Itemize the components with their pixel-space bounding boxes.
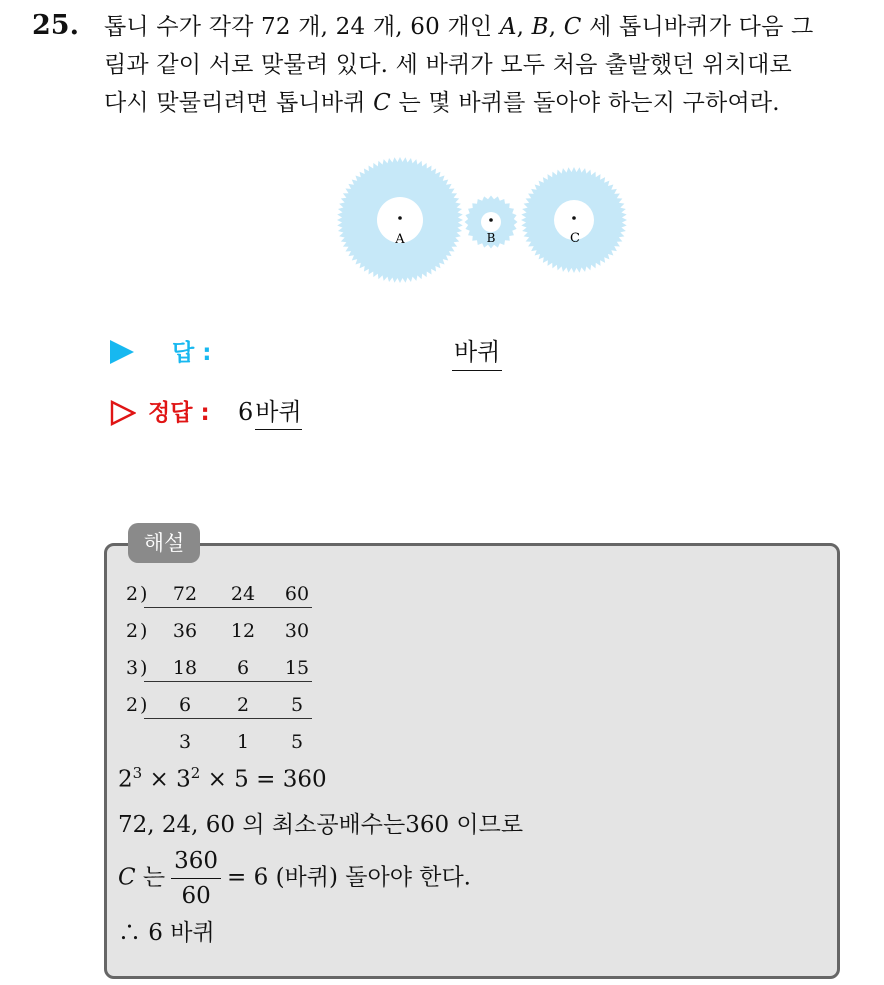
division-cell: 36 bbox=[172, 620, 198, 642]
therefore-line: ∴ 6 바퀴 bbox=[118, 920, 215, 946]
fraction-line bbox=[118, 846, 471, 911]
eq-exp-1: 3 bbox=[132, 764, 143, 782]
correct-answer-value bbox=[238, 392, 302, 427]
gears-figure bbox=[330, 150, 630, 290]
sep-2: , bbox=[548, 14, 564, 40]
gear-a bbox=[337, 157, 463, 283]
division-paren: ) bbox=[140, 620, 148, 642]
division-cell: 5 bbox=[290, 731, 304, 753]
division-cell: 18 bbox=[172, 657, 198, 679]
lcm-line: 72, 24, 60 의 최소공배수는360 이므로 bbox=[118, 812, 524, 838]
eq-base-2: 3 bbox=[176, 766, 191, 793]
question-text bbox=[104, 8, 864, 122]
correct-answer-row bbox=[110, 392, 710, 432]
eq-rest: × 5 = 360 bbox=[200, 766, 327, 793]
gear-c-label: C bbox=[570, 231, 580, 246]
var-b: B bbox=[531, 14, 549, 40]
solution-tab: 해설 bbox=[128, 523, 200, 563]
answer-row bbox=[110, 332, 710, 372]
fraction-pre: 는 bbox=[135, 864, 166, 891]
fraction-var: C bbox=[118, 864, 136, 891]
gear-a-center-dot bbox=[398, 216, 402, 220]
fraction-post: = 6 (바퀴) 돌아야 한다. bbox=[227, 864, 471, 891]
play-triangle-icon bbox=[110, 340, 134, 364]
question-line-1-post: 세 톱니바퀴가 다음 그 bbox=[581, 14, 814, 40]
answer-label: 답 : bbox=[172, 340, 212, 366]
gear-a-label: A bbox=[395, 232, 405, 247]
eq-times-1: × bbox=[142, 766, 177, 793]
division-cell: 3 bbox=[178, 731, 192, 753]
division-cell: 2 bbox=[236, 694, 250, 716]
division-cell: 72 bbox=[172, 583, 198, 605]
division-cell: 1 bbox=[236, 731, 250, 753]
divisor: 2 bbox=[126, 620, 139, 642]
answer-input[interactable]: 바퀴 bbox=[452, 332, 502, 371]
question-number: 25. bbox=[32, 10, 79, 41]
gear-b-hub bbox=[481, 212, 501, 232]
question-line-3-pre: 다시 맞물리려면 톱니바퀴 bbox=[104, 90, 374, 116]
factorization-line bbox=[118, 764, 327, 793]
division-cell: 60 bbox=[284, 583, 310, 605]
division-cell: 24 bbox=[230, 583, 256, 605]
question-line-3-post: 는 몇 바퀴를 돌아야 하는지 구하여라. bbox=[390, 90, 780, 116]
var-c: C bbox=[563, 14, 582, 40]
divisor: 3 bbox=[126, 657, 139, 679]
gear-b-label: B bbox=[486, 231, 496, 245]
question-line-2: 림과 같이 서로 맞물려 있다. 세 바퀴가 모두 처음 출발했던 위치대로 bbox=[104, 52, 792, 78]
fraction bbox=[171, 846, 221, 911]
division-cell: 5 bbox=[290, 694, 304, 716]
divisor: 2 bbox=[126, 583, 139, 605]
division-cell: 6 bbox=[178, 694, 192, 716]
divisor: 2 bbox=[126, 694, 139, 716]
question-line-3-var: C bbox=[373, 90, 391, 116]
division-cell: 12 bbox=[230, 620, 256, 642]
fraction-numerator: 360 bbox=[171, 846, 221, 879]
division-paren: ) bbox=[140, 657, 148, 679]
question-line-1 bbox=[104, 8, 864, 46]
question-line-1-pre: 톱니 수가 각각 72 개, 24 개, 60 개인 bbox=[104, 14, 500, 40]
gear-c bbox=[521, 167, 627, 273]
gear-b-center-dot bbox=[489, 218, 493, 222]
correct-answer-unit: 바퀴 bbox=[255, 398, 301, 430]
division-cell: 30 bbox=[284, 620, 310, 642]
correct-answer-label: 정답 : bbox=[148, 400, 210, 426]
division-cell: 6 bbox=[236, 657, 250, 679]
eq-exp-2: 2 bbox=[190, 764, 201, 782]
fraction-denominator: 60 bbox=[181, 883, 211, 909]
correct-answer-number: 6 bbox=[238, 398, 254, 426]
var-a: A bbox=[499, 14, 517, 40]
question-line-3 bbox=[104, 84, 864, 122]
division-paren: ) bbox=[140, 583, 148, 605]
sep-1: , bbox=[516, 14, 532, 40]
eq-base-1: 2 bbox=[118, 766, 133, 793]
gear-c-center-dot bbox=[572, 216, 576, 220]
outline-triangle-icon bbox=[110, 400, 136, 426]
division-paren: ) bbox=[140, 694, 148, 716]
division-cell: 15 bbox=[284, 657, 310, 679]
